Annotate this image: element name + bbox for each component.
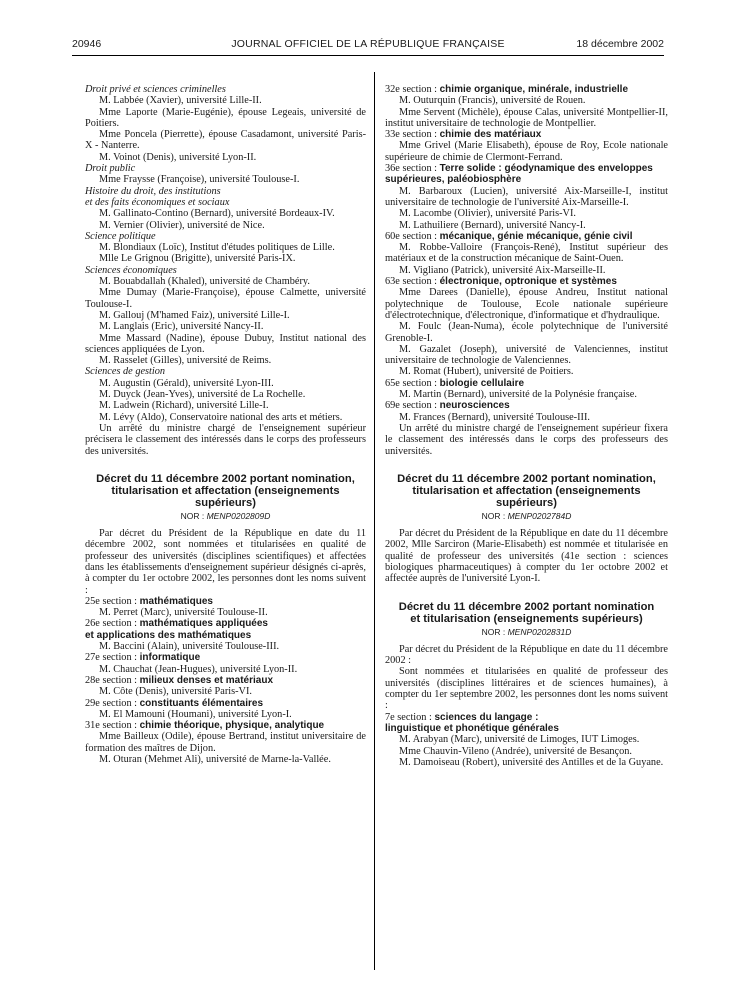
section-heading: 36e section : Terre solide : géodynamique des enveloppes supérieures, paléobiosphère [385, 163, 653, 186]
page-header [72, 38, 664, 52]
nor-reference: NOR : MENP0202809D [180, 510, 271, 521]
section-heading: 32e section : chimie organique, minérale, industrielle [385, 84, 629, 95]
appointee-entry: M. Outurquin (Francis), université de Rouen. [399, 95, 586, 107]
appointee-entry: M. Duyck (Jean-Yves), université de La Rochelle. [99, 389, 306, 401]
appointee-entry: Mlle Le Grignou (Brigitte), université Paris-IX. [99, 253, 296, 265]
decree-note: Un arrêté du ministre chargé de l'enseignement supérieur précisera le classement des intéressés dans le corps des professeurs des universités. [85, 422, 366, 457]
section-heading: 65e section : biologie cellulaire [385, 377, 525, 389]
decree-body: Par décret du Président de la République en date du 11 décembre 2002, Mlle Sarciron (Marie-Elisabeth) est nommée et titularisée en qualité de professeur des universités (41e section : sciences biologiques pharmaceutiques) à compter du 1er octobre 2002 et affectée auprès de l'université Lyon-I. [385, 528, 668, 585]
appointee-entry: Mme Bailleux (Odile), épouse Bertrand, institut universitaire de formation des maîtres de Dijon. [85, 731, 366, 754]
appointee-entry: M. Gallouj (M'hamed Faiz), université Lille-I. [99, 309, 290, 321]
subsection-heading: Sciences économiques [85, 264, 177, 276]
decree-title: Décret du 11 décembre 2002 portant nomination, titularisation et affectation (enseignements supérieurs) [397, 472, 656, 509]
appointee-entry: Mme Grivel (Marie Elisabeth), épouse de Roy, Ecole nationale supérieure de chimie de Clermont-Ferrand. [385, 140, 668, 163]
section-heading: 25e section : mathématiques [85, 595, 213, 607]
page-number: 20946 [72, 38, 102, 50]
section-heading: 7e section : sciences du langage : linguistique et phonétique générales [385, 711, 559, 734]
nor-reference: NOR : MENP0202784D [481, 510, 572, 521]
section-heading: 31e section : chimie théorique, physique, analytique [85, 720, 325, 732]
appointee-entry: M. Chauchat (Jean-Hugues), université Lyon-II. [99, 663, 298, 675]
appointee-entry: M. Augustin (Gérald), université Lyon-III. [99, 377, 274, 389]
appointee-entry: Mme Chauvin-Vileno (Andrée), université de Besançon. [399, 745, 632, 757]
header-rule [72, 55, 664, 56]
appointee-entry: M. Perret (Marc), université Toulouse-II. [99, 607, 268, 619]
decree-body: Sont nommées et titularisées en qualité de professeur des universités (disciplines littéraires et de sciences humaines), à compter du 1er septembre 2002, les personnes dont les noms suivent : [385, 666, 668, 712]
appointee-entry: M. Martin (Bernard), université de la Polynésie française. [399, 389, 637, 401]
appointee-entry: M. Gazalet (Joseph), université de Valenciennes, institut universitaire de technologie de Valenciennes. [385, 343, 668, 367]
appointee-entry: M. Blondiaux (Loïc), Institut d'études politiques de Lille. [99, 242, 335, 254]
section-heading: 26e section : mathématiques appliquées et applications des mathématiques [85, 618, 268, 641]
appointee-entry: M. Lacombe (Olivier), université Paris-VI. [399, 208, 576, 220]
appointee-entry: M. Vernier (Olivier), université de Nice. [99, 219, 265, 231]
section-heading: 29e section : constituants élémentaires [85, 697, 263, 709]
issue-date: 18 décembre 2002 [576, 38, 664, 50]
appointee-entry: Mme Poncela (Pierrette), épouse Casadamont, université Paris-X - Nanterre. [85, 129, 366, 152]
section-heading: 63e section : électronique, optronique et systèmes [385, 276, 617, 288]
appointee-entry: M. Ladwein (Richard), université Lille-I. [99, 400, 269, 412]
nor-reference: NOR : MENP0202831D [481, 626, 572, 637]
appointee-entry: M. Frances (Bernard), université Toulouse-III. [399, 411, 590, 423]
decree-body: Par décret du Président de la République en date du 11 décembre 2002, sont nommées et titularisées en qualité de professeur des universités (disciplines scientifiques) et affectées dans les établissements d'enseignement supérieur désignés ci-après, à compter du 1er octobre 2002, les personnes dont les noms suivent : [85, 528, 366, 596]
decree-title: Décret du 11 décembre 2002 portant nomination et titularisation (enseignements supérieurs) [398, 600, 655, 625]
appointee-entry: Mme Laporte (Marie-Eugénie), épouse Legeais, université de Poitiers. [85, 106, 366, 129]
subsection-heading: Sciences de gestion [85, 366, 166, 378]
appointee-entry: Mme Darees (Danielle), épouse Andreu, Institut national polytechnique de Toulouse, Ecole nationale supérieure d'électrotechnique, d'électronique, d'informatique et d'hydraulique. [385, 287, 668, 321]
section-heading: 69e section : neurosciences [385, 400, 510, 412]
section-heading: 27e section : informatique [85, 652, 201, 664]
appointee-entry: Mme Fraysse (Françoise), université Toulouse-I. [99, 174, 300, 186]
subsection-heading: Histoire du droit, des institutions et des faits économiques et sociaux [85, 185, 230, 208]
appointee-entry: M. Oturan (Mehmet Ali), université de Marne-la-Vallée. [99, 754, 331, 766]
column-divider [374, 72, 375, 970]
section-heading: 28e section : milieux denses et matériaux [85, 674, 274, 686]
appointee-entry: M. Foulc (Jean-Numa), école polytechnique de l'université Grenoble-I. [385, 321, 668, 344]
appointee-entry: M. Côte (Denis), université Paris-VI. [99, 686, 252, 698]
appointee-entry: M. Voinot (Denis), université Lyon-II. [99, 151, 257, 163]
journal-title: JOURNAL OFFICIEL DE LA RÉPUBLIQUE FRANÇAISE [231, 38, 505, 50]
appointee-entry: M. Bouabdallah (Khaled), université de Chambéry. [99, 276, 310, 288]
appointee-entry: M. Vigliano (Patrick), université Aix-Marseille-II. [399, 264, 606, 276]
appointee-entry: M. Baccini (Alain), université Toulouse-III. [99, 641, 280, 653]
appointee-entry: Mme Dumay (Marie-Françoise), épouse Calmette, université Toulouse-I. [85, 287, 366, 310]
appointee-entry: Mme Servent (Michèle), épouse Calas, université Montpellier-II, institut universitaire de technologie de Montpellier. [385, 106, 668, 129]
appointee-entry: M. Romat (Hubert), université de Poitiers. [399, 366, 574, 378]
left-column [85, 84, 366, 765]
appointee-entry: M. Langlais (Eric), université Nancy-II. [99, 321, 264, 333]
subsection-heading: Droit public [85, 163, 136, 175]
decree-title: Décret du 11 décembre 2002 portant nomination, titularisation et affectation (enseignements supérieurs) [96, 472, 355, 509]
appointee-entry: M. El Mamouni (Houmani), université Lyon-I. [99, 708, 292, 720]
appointee-entry: M. Robbe-Valloire (François-René), Institut supérieur des matériaux et de la construction mécanique de Saint-Ouen. [385, 242, 668, 265]
subsection-heading: Droit privé et sciences criminelles [85, 84, 226, 95]
section-heading: 33e section : chimie des matériaux [385, 129, 542, 141]
appointee-entry: M. Barbaroux (Lucien), université Aix-Marseille-I, institut universitaire de technologie de l'université Aix-Marseille-I. [385, 185, 668, 208]
subsection-heading: Science politique [85, 230, 156, 242]
appointee-entry: M. Lathuiliere (Bernard), université Nancy-I. [399, 219, 586, 231]
appointee-entry: Mme Massard (Nadine), épouse Dubuy, Institut national des sciences appliquées de Lyon. [85, 332, 366, 355]
appointee-entry: M. Lévy (Aldo), Conservatoire national des arts et métiers. [99, 411, 343, 423]
decree-body: Par décret du Président de la République en date du 11 décembre 2002 : [385, 643, 668, 667]
appointee-entry: M. Labbée (Xavier), université Lille-II. [99, 95, 262, 107]
right-column [385, 84, 668, 768]
section-heading: 60e section : mécanique, génie mécanique, génie civil [385, 230, 633, 242]
appointee-entry: M. Damoiseau (Robert), université des Antilles et de la Guyane. [399, 756, 664, 768]
appointee-entry: M. Gallinato-Contino (Bernard), université Bordeaux-IV. [99, 208, 335, 220]
appointee-entry: M. Rasselet (Gilles), université de Reims. [99, 355, 272, 367]
decree-note: Un arrêté du ministre chargé de l'enseignement supérieur fixera le classement des intéressés dans le corps des professeurs des universités. [385, 422, 668, 457]
appointee-entry: M. Arabyan (Marc), université de Limoges, IUT Limoges. [399, 734, 640, 746]
